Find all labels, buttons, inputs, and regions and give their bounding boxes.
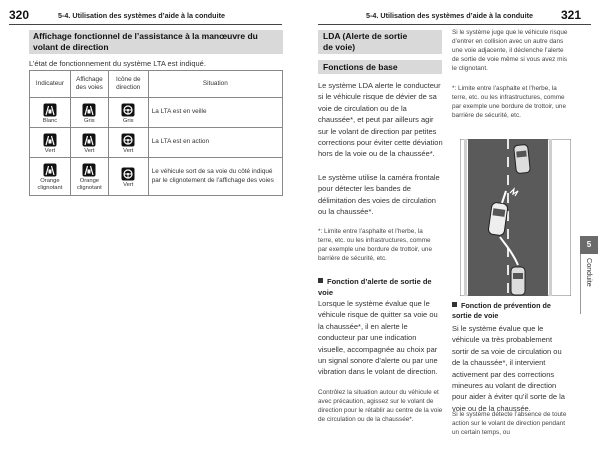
lanes-cell: Vert [70, 128, 108, 158]
table-row [30, 158, 283, 196]
left-running-header: 5-4. Utilisation des systèmes d’aide à la conduite [58, 11, 225, 20]
lda-description: Le système LDA alerte le conducteur si le véhicule risque de dévier de sa voie de circulation ou de la chaussée*, et peut par ailleurs agir sur le volant de direction par petites corrections pour éviter cette déviation hors de la voie ou de la chaussée*. [318, 81, 443, 159]
lane-prevention-subheading: Fonction de prévention de sortie de voie [452, 301, 551, 320]
prevention-function-text: Si le système évalue que le véhicule va très probablement sortir de sa voie de circulation ou de la chaussée*, il intervient activement par des corrections mineures au volant de direction pour aider à éviter qu’il sorte de la voie ou de la chaussée. [452, 324, 565, 413]
col-header-direction: Icône de direction [108, 71, 148, 98]
indicator-cell: Orange clignotant [30, 158, 71, 196]
bullet-square-icon [318, 278, 323, 283]
steering-wheel-icon [121, 133, 135, 147]
chapter-label: Conduite [585, 258, 594, 287]
lanes-cell: Orange clignotant [70, 158, 108, 196]
lta-indicator-icon [43, 103, 57, 117]
col-header-lanes: Affichage des voies [70, 71, 108, 98]
lane-display-icon [82, 133, 96, 147]
left-page-number: 320 [9, 8, 30, 22]
alert-function-text: Lorsque le système évalue que le véhicule risque de quitter sa voie ou la chaussée*, il en alerte le conducteur par une indication visuelle, accompagnée au choix par un signal sonore d’alerte ou par une vibration dans le volant de direction. [318, 299, 438, 377]
direction-cell: Vert [108, 128, 148, 158]
direction-cell: Vert [108, 158, 148, 196]
lda-footnote: *: Limite entre l’asphalte et l’herbe, la terre, etc. ou les infrastructures, comme par exemple une bordure de trottoir, une barrière de sécurité, etc. [318, 228, 433, 262]
indicator-cell: Blanc [30, 98, 71, 128]
chapter-label-tab[interactable] [580, 254, 599, 314]
lda-heading-line2: de voie) [323, 42, 356, 52]
table-row [30, 128, 283, 158]
right-page-number: 321 [561, 8, 582, 22]
lda-camera-text: Le système utilise la caméra frontale pour détecter les bandes de délimitation des voies de circulation ou la chaussée*. [318, 173, 440, 217]
assist-display-heading [29, 30, 283, 54]
direction-cell: Gris [108, 98, 148, 128]
lda-section-heading [318, 30, 442, 54]
steering-wheel-icon [121, 103, 135, 117]
lta-indicator-icon [43, 133, 57, 147]
lane-departure-illustration [460, 139, 571, 296]
table-row [30, 98, 283, 128]
table-header-row [30, 71, 283, 98]
lta-status-table [29, 70, 283, 196]
lane-departure-alert-subheading: Fonction d’alerte de sortie de voie [318, 277, 432, 297]
lta-intro-text: L’état de fonctionnement du système LTA est indiqué. [29, 59, 206, 68]
lta-indicator-icon [43, 163, 57, 177]
assist-display-heading-line2: volant de direction [33, 42, 109, 52]
lane-display-icon [82, 103, 96, 117]
lda-heading-line1: LDA (Alerte de sortie [323, 31, 408, 41]
basic-functions-heading: Fonctions de base [318, 60, 442, 74]
lane-display-icon [82, 163, 96, 177]
steering-wheel-icon [121, 167, 135, 181]
right-header-rule [318, 24, 591, 25]
assist-display-heading-line1: Affichage fonctionnel de l’assistance à la manœuvre du [33, 31, 258, 41]
alert-followup-text: Contrôlez la situation autour du véhicule et avec précaution, agissez sur le volant de direction pour le rétablir au centre de la voie de circulation ou de la chaussée*. [318, 389, 443, 423]
col-header-situation: Situation [148, 71, 282, 98]
chapter-number-tab[interactable]: 5 [580, 236, 598, 254]
right-footnote: *: Limite entre l’asphalte et l’herbe, la terre, etc. ou les infrastructures, comme par exemple une bordure de trottoir, une barrière de sécurité, etc. [452, 85, 567, 119]
no-steering-text: Si le système détecte l’absence de toute action sur le volant de direction pendant un certain temps, ou [452, 411, 567, 436]
situation-cell: La LTA est en veille [148, 98, 282, 128]
indicator-cell: Vert [30, 128, 71, 158]
right-running-header: 5-4. Utilisation des systèmes d’aide à la conduite [366, 11, 533, 20]
lanes-cell: Gris [70, 98, 108, 128]
left-header-rule [9, 24, 282, 25]
bullet-square-icon [452, 302, 457, 307]
situation-cell: La LTA est en action [148, 128, 282, 158]
col-header-indicator: Indicateur [30, 71, 71, 98]
turn-signal-text: Si le système juge que le véhicule risque d’entrer en collision avec un autre dans une voie adjacente, il déclenche l’alerte de sortie de voie même si vous avez mis le clignotant. [452, 29, 568, 72]
situation-cell: Le véhicule sort de sa voie du côté indiqué par le clignotement de l’affichage des voies [148, 158, 282, 196]
